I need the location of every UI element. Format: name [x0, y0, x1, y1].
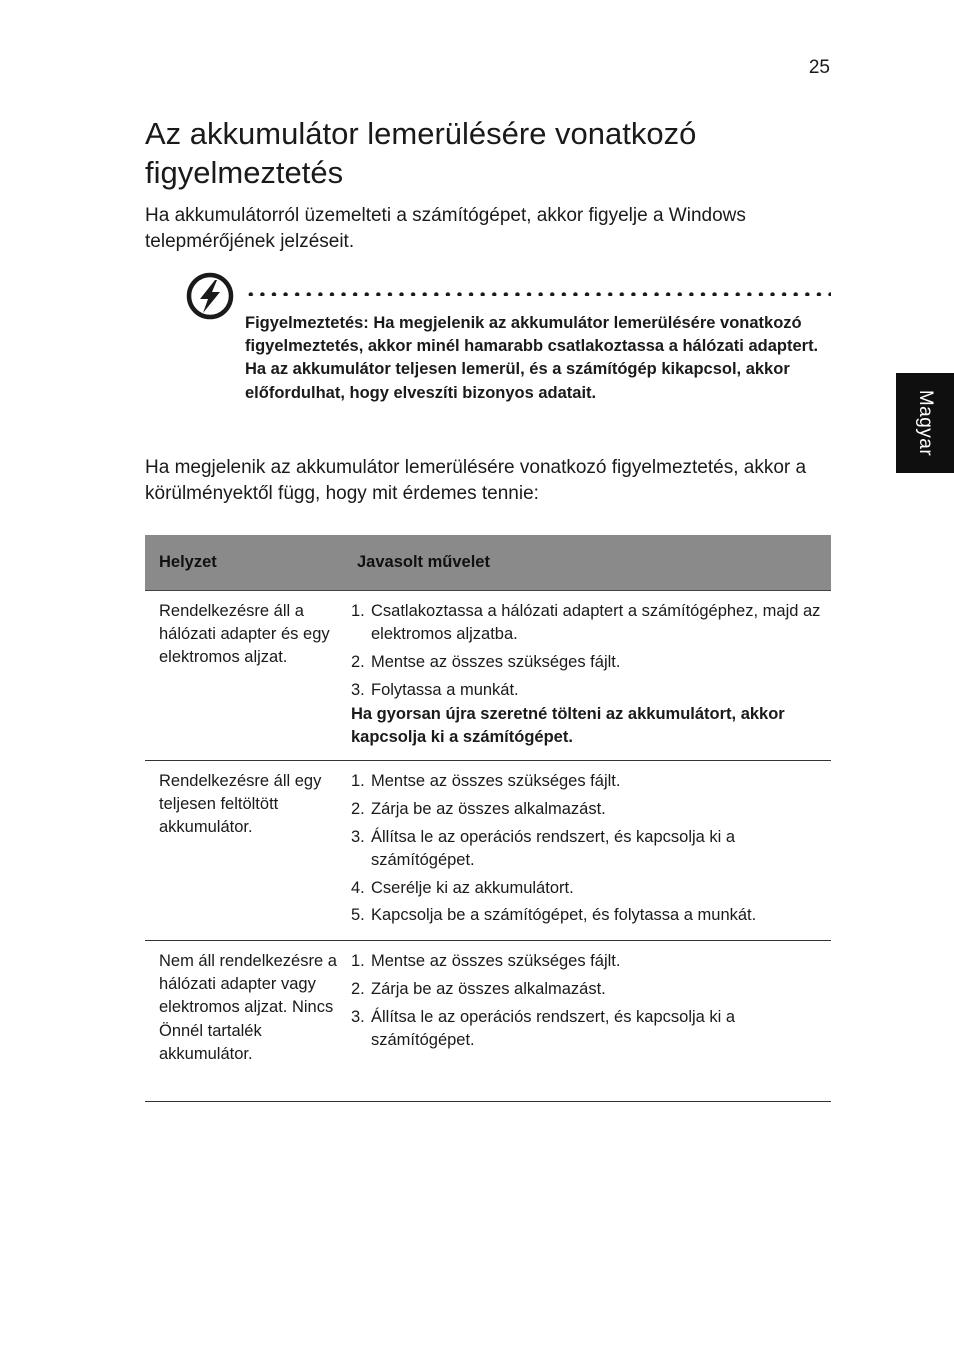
header-action: Javasolt művelet — [357, 553, 490, 571]
language-side-tab — [896, 373, 954, 473]
situation-cell: Nem áll rendelkezésre a hálózati adapter vagy elektromos aljzat. Nincs Önnél tartalék akkumulátor. — [159, 952, 337, 1063]
list-item — [351, 978, 821, 1001]
step-text: Mentse az összes szükséges fájlt. — [371, 952, 621, 970]
page-title: Az akkumulátor lemerülésére vonatkozó figyelmeztetés — [145, 116, 697, 190]
list-item — [351, 679, 821, 702]
step-number: 2. — [351, 979, 365, 998]
action-cell — [351, 950, 831, 1101]
step-number: 1. — [351, 952, 365, 970]
action-cell — [351, 770, 831, 940]
list-item — [351, 1006, 821, 1052]
situation-cell: Rendelkezésre áll a hálózati adapter és egy elektromos aljzat. — [159, 602, 330, 667]
step-text: Mentse az összes szükséges fájlt. — [371, 772, 621, 790]
step-text: Cserélje ki az akkumulátort. — [371, 878, 574, 897]
list-item — [351, 770, 821, 793]
situation-intro-paragraph: Ha megjelenik az akkumulátor lemerülésére vonatkozó figyelmeztetés, akkor a körülményektől függ, hogy mit érdemes tennie: — [145, 457, 807, 504]
step-text: Kapcsolja be a számítógépet, és folytassa a munkát. — [371, 906, 757, 925]
list-item — [351, 950, 821, 973]
step-text: Mentse az összes szükséges fájlt. — [371, 653, 621, 671]
step-text: Folytassa a munkát. — [371, 680, 519, 699]
step-number: 3. — [351, 680, 365, 699]
list-item — [351, 826, 821, 872]
language-label: Magyar — [915, 389, 936, 457]
list-item — [351, 798, 821, 821]
step-number: 1. — [351, 602, 365, 620]
warning-divider — [245, 292, 831, 296]
step-text: Állítsa le az operációs rendszert, és kapcsolja ki a számítógépet. — [371, 1007, 736, 1049]
step-number: 2. — [351, 799, 365, 818]
step-number: 4. — [351, 878, 365, 897]
list-item — [351, 877, 821, 900]
page-number: 25 — [808, 57, 830, 78]
table-row — [145, 591, 831, 761]
situation-cell: Rendelkezésre áll egy teljesen feltöltött akkumulátor. — [159, 772, 322, 837]
warning-text: Figyelmeztetés: Ha megjelenik az akkumulátor lemerülésére vonatkozó figyelmeztetés, akkor minél hamarabb csatlakoztassa a hálózati adaptert. Ha az akkumulátor teljesen lemerül, és a számítógép kikapcsol, akkor előfordulhat, hogy elveszíti bizonyos adatait. — [245, 314, 819, 402]
list-item — [351, 904, 821, 927]
step-number: 5. — [351, 906, 365, 925]
battery-warning-table — [145, 535, 831, 1102]
step-text: Állítsa le az operációs rendszert, és kapcsolja ki a számítógépet. — [371, 827, 736, 869]
step-number: 3. — [351, 1007, 365, 1026]
list-item — [351, 600, 821, 646]
table-header — [145, 535, 831, 591]
step-number: 3. — [351, 827, 365, 846]
step-text: Csatlakoztassa a hálózati adaptert a számítógéphez, majd az elektromos aljzatba. — [371, 602, 821, 644]
intro-paragraph: Ha akkumulátorról üzemelteti a számítógépet, akkor figyelje a Windows telepmérőjének jelzéseit. — [145, 205, 746, 252]
step-text: Zárja be az összes alkalmazást. — [371, 799, 606, 818]
list-item — [351, 651, 821, 674]
step-number: 2. — [351, 653, 365, 671]
lightning-warning-icon — [186, 272, 234, 320]
table-row — [145, 941, 831, 1102]
header-situation: Helyzet — [159, 553, 217, 571]
recharge-note: Ha gyorsan újra szeretné tölteni az akkumulátort, akkor kapcsolja ki a számítógépet. — [351, 704, 785, 746]
step-number: 1. — [351, 772, 365, 790]
table-row — [145, 761, 831, 941]
step-text: Zárja be az összes alkalmazást. — [371, 979, 606, 998]
action-cell — [351, 600, 831, 760]
